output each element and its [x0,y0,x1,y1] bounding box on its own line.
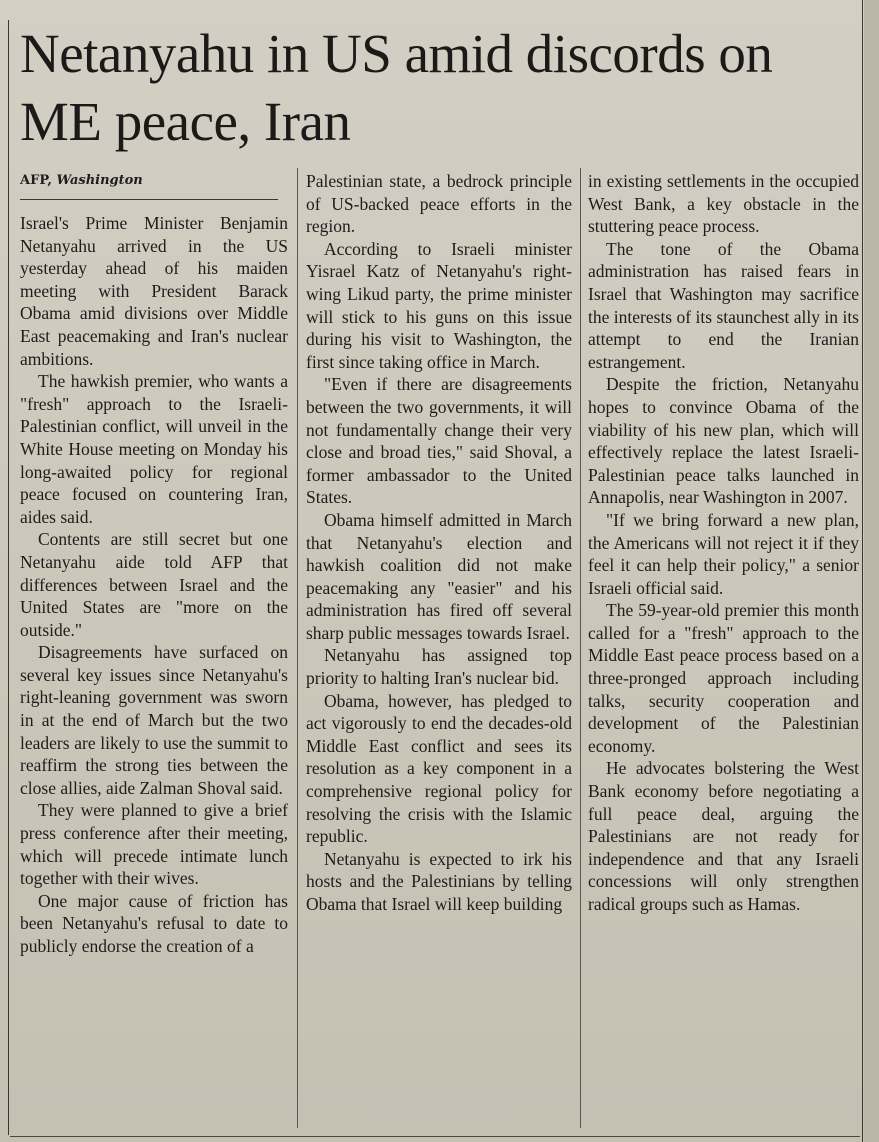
paragraph: Palestinian state, a bedrock principle of US-backed peace efforts in the region. [306,171,572,237]
paragraph: Netanyahu has assigned top priority to halting Iran's nuclear bid. [306,645,572,689]
paragraph: "Even if there are disagreements between the two governments, it will not fundamentally change their very close and broad ties," said Shoval, a former ambassador to the United States. [306,374,572,508]
paragraph: One major cause of friction has been Netanyahu's refusal to date to publicly endorse the creation of a [20,890,288,956]
paragraph: Disagreements have surfaced on several key issues since Netanyahu's right-leaning government was sworn in at the end of March but the two leaders are likely to use the summit to reaffirm the strong ties between the close allies, aide Zalman Shoval said. [20,642,288,798]
paragraph: The 59-year-old premier this month called for a "fresh" approach to the Middle East peace process based on a three-pronged approach including talks, security cooperation and development of the Palestinian economy. [588,600,859,756]
paragraph: The tone of the Obama administration has raised fears in Israel that Washington may sacrifice the interests of its staunchest ally in its attempt to end the Iranian estrangement. [588,238,859,372]
left-column-rule [8,20,9,1135]
paragraph: Netanyahu is expected to irk his hosts and the Palestinians by telling Obama that Israel will keep building [306,848,572,914]
paragraph: "If we bring forward a new plan, the Americans will not reject it if they feel it can help their policy," a senior Israeli official said. [588,509,859,598]
byline-agency: AFP, [20,173,52,188]
paragraph: Obama, however, has pledged to act vigorously to end the decades-old Middle East conflict and sees its resolution as a key component in a comprehensive regional policy for resolving the crisis with the Islamic republic. [306,690,572,847]
right-column-rule [862,0,863,1142]
bottom-rule [10,1136,860,1137]
article-column-2 [306,170,572,916]
byline [20,172,278,200]
paragraph: Contents are still secret but one Netanyahu aide told AFP that differences between Israel and the United States are "more on the outside." [20,529,288,640]
paragraph: Obama himself admitted in March that Netanyahu's election and hawkish coalition did not make peacemaking any "easier" and his administration has fired off several sharp public messages towards Israel. [306,509,572,643]
paragraph: in existing settlements in the occupied West Bank, a key obstacle in the stuttering peace process. [588,171,859,237]
column-separator [297,168,298,1128]
paragraph: He advocates bolstering the West Bank economy before negotiating a full peace deal, arguing the Palestinians are not ready for independence and that any Israeli concessions will only strengthen radical groups such as Hamas. [588,758,859,914]
headline: Netanyahu in US amid discords on ME peace, Iran [20,23,773,152]
column-separator [580,168,581,1128]
paragraph: The hawkish premier, who wants a "fresh" approach to the Israeli-Palestinian conflict, will unveil in the White House meeting on Monday his long-awaited policy for regional peace focused on countering Iran, aides said. [20,371,288,527]
paragraph: According to Israeli minister Yisrael Katz of Netanyahu's right-wing Likud party, the prime minister will stick to his guns on this issue during his visit to Washington, the first since taking office in March. [306,238,572,372]
paragraph: Despite the friction, Netanyahu hopes to convince Obama of the viability of his new plan, which will effectively replace the latest Israeli-Palestinian peace talks launched in Annapolis, near Washington in 2007. [588,374,859,508]
adjacent-page-edge [864,0,879,1142]
article-column-1 [20,212,288,958]
paragraph: Israel's Prime Minister Benjamin Netanyahu arrived in the US yesterday ahead of his maiden meeting with President Barack Obama amid divisions over Middle East peacemaking and Iran's nuclear ambitions. [20,213,288,369]
paragraph: They were planned to give a brief press conference after their meeting, which will precede intimate lunch together with their wives. [20,800,288,889]
byline-place: Washington [56,173,143,188]
article-column-3 [588,170,859,916]
